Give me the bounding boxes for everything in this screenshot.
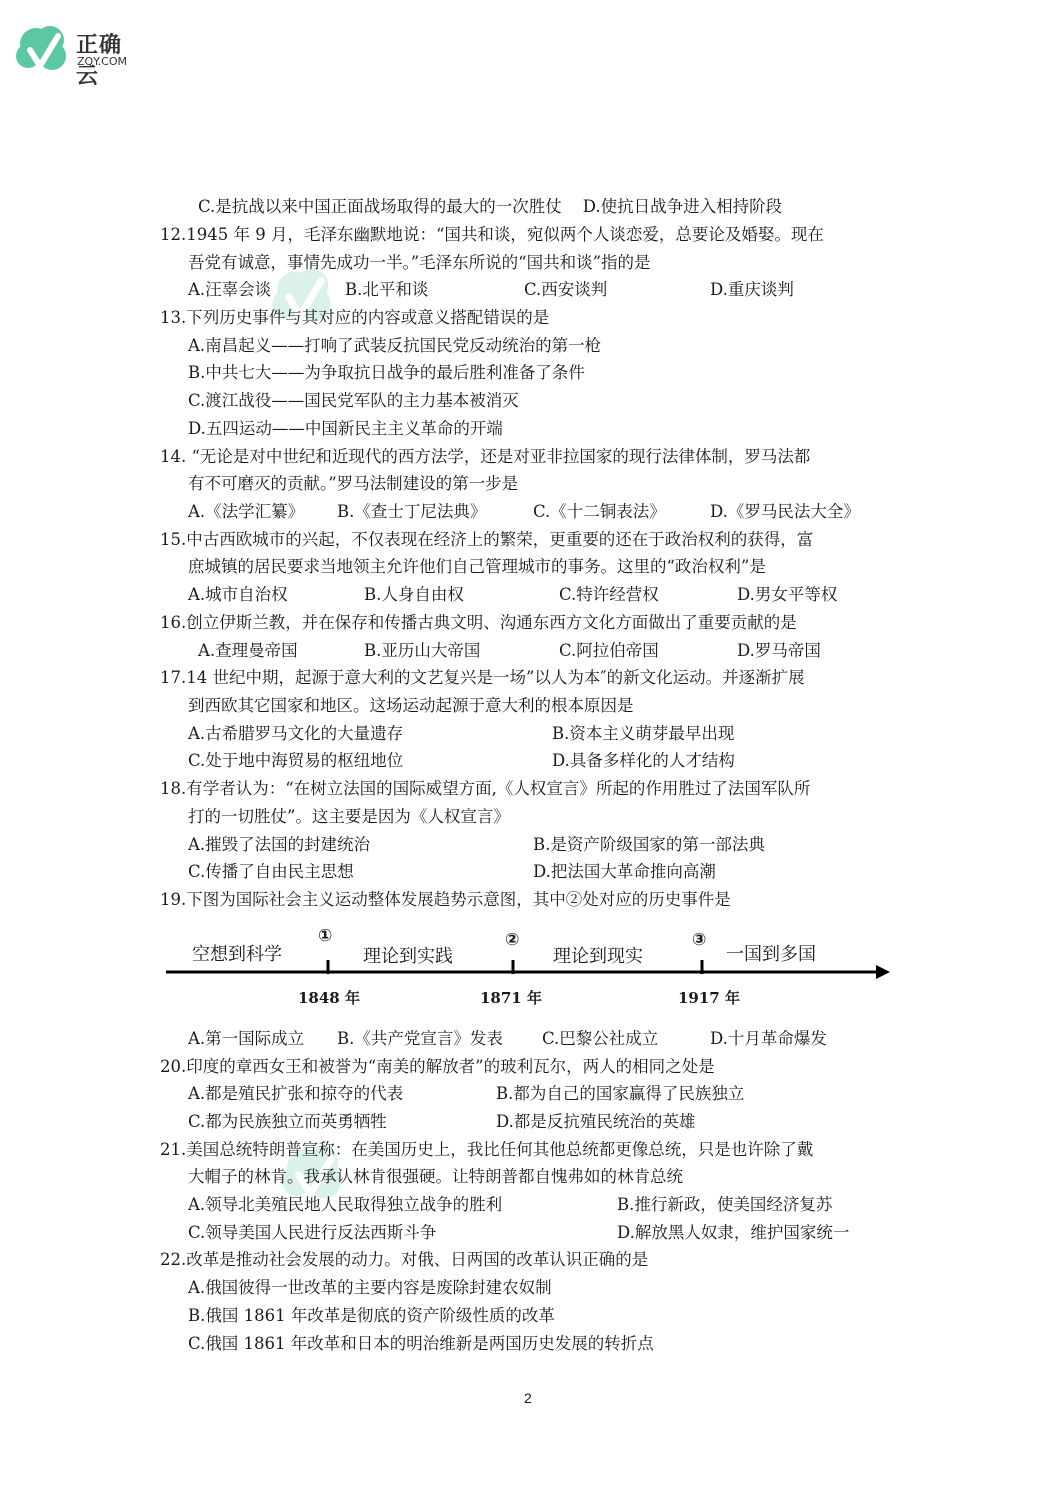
socialism-timeline-diagram <box>160 920 895 1015</box>
timeline-segment-2: 理论到实践 <box>363 946 453 967</box>
text-line: C.特许经营权 <box>559 585 659 604</box>
timeline-year-2: 1871 年 <box>480 989 542 1007</box>
text-line: 庶城镇的居民要求当地领主允许他们自己管理城市的事务。这里的“政治权利”是 <box>188 557 766 576</box>
text-line: C.巴黎公社成立 <box>542 1029 659 1048</box>
timeline-segment-3: 理论到现实 <box>553 946 643 967</box>
text-line: C.俄国 1861 年改革和日本的明治维新是两国历史发展的转折点 <box>188 1334 654 1353</box>
text-line: 22.改革是推动社会发展的动力。对俄、日两国的改革认识正确的是 <box>160 1250 649 1269</box>
text-line: C.西安谈判 <box>524 280 608 299</box>
text-line: C.阿拉伯帝国 <box>559 641 659 660</box>
timeline-marker-3: ③ <box>692 930 707 950</box>
logo-domain: ZQY.COM <box>77 55 128 68</box>
text-line: D.解放黑人奴隶，维护国家统一 <box>617 1223 850 1242</box>
text-line: D.具备多样化的人才结构 <box>552 751 735 770</box>
text-line: B.是资产阶级国家的第一部法典 <box>533 835 765 854</box>
text-line: D.把法国大革命推向高潮 <box>533 862 716 881</box>
text-line: A.都是殖民扩张和掠夺的代表 <box>188 1084 404 1103</box>
text-line: 吾党有诚意，事情先成功一半。”毛泽东所说的“国共和谈”指的是 <box>188 253 651 272</box>
page-number: 2 <box>524 1390 532 1406</box>
text-line: 19.下图为国际社会主义运动整体发展趋势示意图，其中②处对应的历史事件是 <box>160 890 731 909</box>
text-line: B.都为自己的国家赢得了民族独立 <box>496 1084 745 1103</box>
text-line: B.资本主义萌芽最早出现 <box>552 724 735 743</box>
text-line: B.北平和谈 <box>345 280 429 299</box>
text-line: 18.有学者认为：“在树立法国的国际威望方面,《人权宣言》所起的作用胜过了法国军队所 <box>160 779 811 798</box>
text-line: B.亚历山大帝国 <box>364 641 481 660</box>
text-line: D.罗马帝国 <box>737 641 821 660</box>
text-line: A.汪辜会谈 <box>188 280 272 299</box>
text-line: D.十月革命爆发 <box>710 1029 827 1048</box>
timeline-year-1: 1848 年 <box>298 989 360 1007</box>
text-line: 到西欧其它国家和地区。这场运动起源于意大利的根本原因是 <box>188 696 634 715</box>
text-line: 14. “无论是对中世纪和近现代的西方法学，还是对亚非拉国家的现行法律体制，罗马法都 <box>160 447 811 466</box>
text-line: 12.1945 年 9 月，毛泽东幽默地说：“国共和谈，宛似两个人谈恋爱，总要论及婚娶。现在 <box>160 225 824 244</box>
text-line: 大帽子的林肯。我承认林肯很强硬。让特朗普都自愧弗如的林肯总统 <box>188 1167 683 1186</box>
text-line: 13.下列历史事件与其对应的内容或意义搭配错误的是 <box>160 308 550 327</box>
text-line: B.《共产党宣言》发表 <box>337 1029 503 1048</box>
text-line: D.都是反抗殖民统治的英雄 <box>496 1112 696 1131</box>
text-line: 17.14 世纪中期，起源于意大利的文艺复兴是一场”以人为本″的新文化运动。并逐渐扩展 <box>160 668 805 687</box>
text-line: A.城市自治权 <box>188 585 288 604</box>
text-line: D.男女平等权 <box>737 585 838 604</box>
text-line: C.处于地中海贸易的枢纽地位 <box>188 751 404 770</box>
text-line: 15.中古西欧城市的兴起，不仅表现在经济上的繁荣，更重要的还在于政治权利的获得，富 <box>160 530 814 549</box>
text-line: 20.印度的章西女王和被誉为“南美的解放者”的玻利瓦尔，两人的相同之处是 <box>160 1057 715 1076</box>
text-line: A.《法学汇纂》 <box>188 502 305 521</box>
timeline-year-3: 1917 年 <box>678 989 740 1007</box>
text-line: C.领导美国人民进行反法西斯斗争 <box>188 1223 437 1242</box>
text-line: D.《罗马民法大全》 <box>710 502 860 521</box>
text-line: 打的一切胜仗”。这主要是因为《人权宣言》 <box>188 807 510 826</box>
text-line: A.南昌起义——打响了武装反抗国民党反动统治的第一枪 <box>188 336 602 355</box>
text-line: C.《十二铜表法》 <box>533 502 666 521</box>
text-line: D.重庆谈判 <box>710 280 794 299</box>
text-line: B.中共七大——为争取抗日战争的最后胜利准备了条件 <box>188 363 585 382</box>
text-line: C.都为民族独立而英勇牺牲 <box>188 1112 387 1131</box>
logo-name: 正确云 <box>76 33 123 89</box>
timeline-marker-2: ② <box>505 930 520 950</box>
text-line: A.查理曼帝国 <box>198 641 298 660</box>
text-line: 21.美国总统特朗普宣称：在美国历史上，我比任何其他总统都更像总统，只是也许除了戴 <box>160 1140 814 1159</box>
text-line: B.俄国 1861 年改革是彻底的资产阶级性质的改革 <box>188 1306 555 1325</box>
text-line: A.摧毁了法国的封建统治 <box>188 835 371 854</box>
text-line: C.传播了自由民主思想 <box>188 862 354 881</box>
text-line: B.推行新政，使美国经济复苏 <box>617 1195 833 1214</box>
text-line: C.渡江战役——国民党军队的主力基本被消灭 <box>188 391 519 410</box>
timeline-marker-1: ① <box>318 926 333 946</box>
timeline-segment-4: 一国到多国 <box>726 944 816 965</box>
text-line: 16.创立伊斯兰教，并在保存和传播古典文明、沟通东西方文化方面做出了重要贡献的是 <box>160 613 797 632</box>
text-line: A.领导北美殖民地人民取得独立战争的胜利 <box>188 1195 503 1214</box>
text-line: D.五四运动——中国新民主主义革命的开端 <box>188 419 503 438</box>
text-line: B.人身自由权 <box>364 585 464 604</box>
text-line: A.俄国彼得一世改革的主要内容是废除封建农奴制 <box>188 1278 552 1297</box>
text-line: C.是抗战以来中国正面战场取得的最大的一次胜仗 D.使抗日战争进入相持阶段 <box>198 197 783 216</box>
text-line: A.第一国际成立 <box>188 1029 305 1048</box>
text-line: 有不可磨灭的贡献。”罗马法制建设的第一步是 <box>188 474 519 493</box>
timeline-segment-1: 空想到科学 <box>192 944 282 965</box>
text-line: B.《查士丁尼法典》 <box>337 502 487 521</box>
text-line: A.古希腊罗马文化的大量遗存 <box>188 724 404 743</box>
